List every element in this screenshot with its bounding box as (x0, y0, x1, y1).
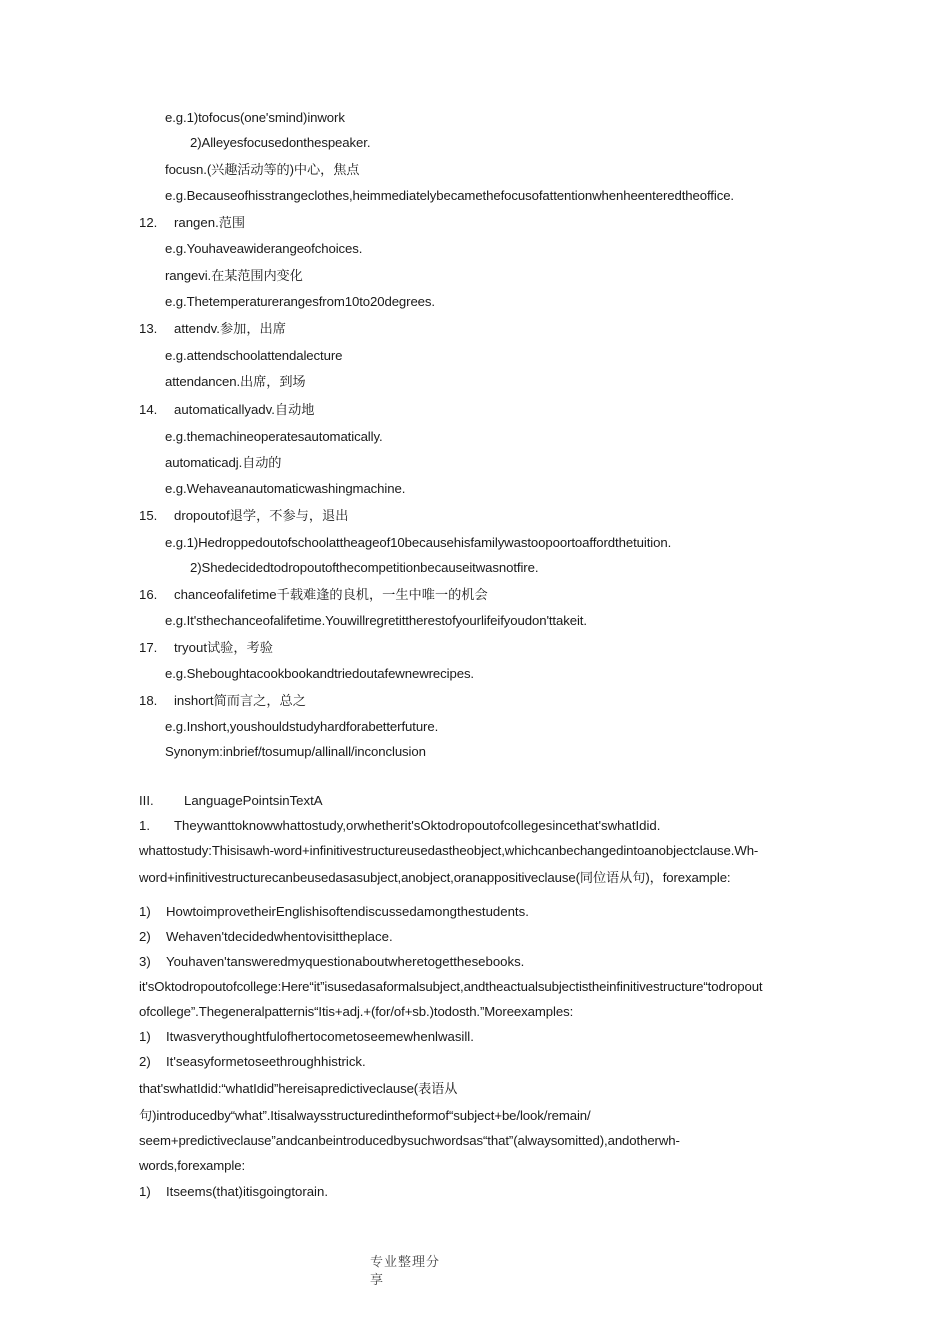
vocab-term: inshort简而言之，总之 (174, 693, 306, 708)
paragraph-line: 句)introducedby“what”.Itisalwaysstructuredintheformof“subject+be/look/remain/ (139, 1108, 591, 1123)
example-line: e.g.1)Hedroppedoutofschoolattheageof10becausehisfamilywastoopoortoaffordthetuition. (165, 535, 672, 550)
synonym-line: Synonym:inbrief/tosumup/allinall/inconclusion (165, 744, 426, 759)
example-number: 1) (139, 1184, 151, 1199)
definition-line: rangevi.在某范围内变化 (165, 268, 303, 283)
example-sentence: Youhaven'tansweredmyquestionaboutwheretogetthesebooks. (166, 954, 525, 969)
section-number: III. (139, 793, 154, 808)
example-line: 2)Alleyesfocusedonthespeaker. (190, 135, 371, 150)
footer-line: 专业整理分 (370, 1255, 441, 1270)
example-number: 2) (139, 929, 151, 944)
vocab-number: 12. (139, 215, 158, 230)
example-sentence: HowtoimprovetheirEnglishisoftendiscussedamongthestudents. (166, 904, 529, 919)
vocab-term: automaticallyadv.自动地 (174, 402, 315, 417)
paragraph-line: seem+predictiveclause”andcanbeintroducedbysuchwordsas“that”(alwaysomitted),andotherwh- (139, 1133, 680, 1148)
vocab-number: 17. (139, 640, 158, 655)
vocab-number: 15. (139, 508, 158, 523)
example-line: e.g.1)tofocus(one'smind)inwork (165, 110, 345, 125)
example-line: e.g.Becauseofhisstrangeclothes,heimmediatelybecamethefocusofattentionwhenheenteredtheoffice. (165, 188, 734, 203)
vocab-term: tryout试验，考验 (174, 640, 273, 655)
section-title: LanguagePointsinTextA (184, 793, 323, 808)
vocab-number: 16. (139, 587, 158, 602)
footer-line: 享 (370, 1273, 385, 1288)
paragraph-line: word+infinitivestructurecanbeusedasasubject,anobject,oranappositiveclause(同位语从句)，forexample: (139, 870, 731, 885)
paragraph-line: ofcollege”.Thegeneralpatternis“Itis+adj.+(for/of+sb.)todosth.”Moreexamples: (139, 1004, 574, 1019)
definition-line: attendancen.出席，到场 (165, 374, 306, 389)
vocab-number: 14. (139, 402, 158, 417)
vocab-number: 18. (139, 693, 158, 708)
example-number: 2) (139, 1054, 151, 1069)
page-footer (370, 1254, 450, 1290)
example-line: 2)Shedecidedtodropoutofthecompetitionbecauseitwasnotfire. (190, 560, 539, 575)
example-line: e.g.It'sthechanceofalifetime.Youwillregretittherestofyourlifeifyoudon'ttakeit. (165, 613, 587, 628)
example-sentence: It'seasyformetoseethroughhistrick. (166, 1054, 366, 1069)
paragraph-line: that'swhatIdid:“whatIdid”hereisapredictiveclause(表语从 (139, 1081, 458, 1096)
example-line: e.g.Inshort,youshouldstudyhardforabetterfuture. (165, 719, 439, 734)
vocab-number: 13. (139, 321, 158, 336)
point-number: 1. (139, 818, 150, 833)
example-number: 3) (139, 954, 151, 969)
example-line: e.g.Wehaveanautomaticwashingmachine. (165, 481, 406, 496)
example-sentence: Wehaven'tdecidedwhentovisittheplace. (166, 929, 393, 944)
vocab-term: dropoutof退学，不参与，退出 (174, 508, 349, 523)
example-line: e.g.themachineoperatesautomatically. (165, 429, 383, 444)
example-sentence: Itseems(that)itisgoingtorain. (166, 1184, 328, 1199)
example-number: 1) (139, 904, 151, 919)
vocab-term: rangen.范围 (174, 215, 246, 230)
example-line: e.g.Sheboughtacookbookandtriedoutafewnewrecipes. (165, 666, 474, 681)
example-line: e.g.Youhaveawiderangeofchoices. (165, 241, 363, 256)
definition-line: focusn.(兴趣活动等的)中心，焦点 (165, 162, 360, 177)
paragraph-line: it'sOktodropoutofcollege:Here“it”isusedasaformalsubject,andtheactualsubjectistheinfinitivestructure“todropout (139, 979, 763, 994)
example-number: 1) (139, 1029, 151, 1044)
example-sentence: Itwasverythoughtfulofhertocometoseemewhenlwasill. (166, 1029, 474, 1044)
example-line: e.g.attendschoolattendalecture (165, 348, 343, 363)
point-sentence: Theywanttoknowwhattostudy,orwhetherit'sOktodropoutofcollegesincethat'swhatIdid. (174, 818, 661, 833)
paragraph-line: words,forexample: (139, 1158, 246, 1173)
example-line: e.g.Thetemperaturerangesfrom10to20degrees. (165, 294, 435, 309)
definition-line: automaticadj.自动的 (165, 455, 282, 470)
paragraph-line: whattostudy:Thisisawh-word+infinitivestructureusedastheobject,whichcanbechangedintoanobjectclause.Wh- (139, 843, 759, 858)
vocab-term: attendv.参加，出席 (174, 321, 286, 336)
vocab-term: chanceofalifetime千载难逢的良机，一生中唯一的机会 (174, 587, 488, 602)
